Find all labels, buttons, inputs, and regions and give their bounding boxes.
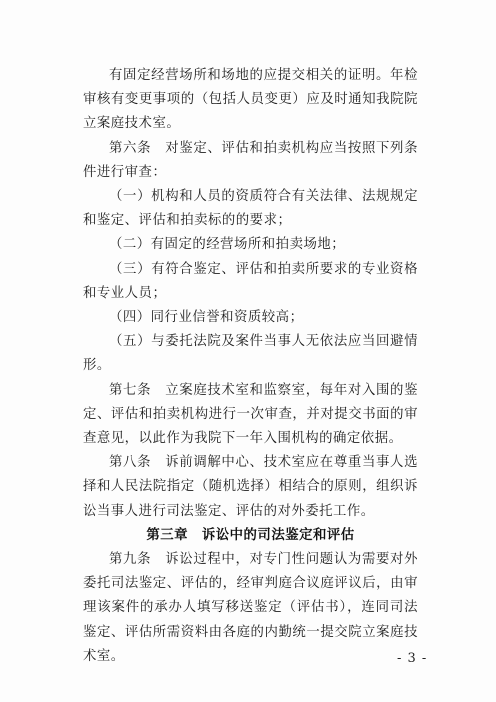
paragraph-article-7: 第七条 立案庭技术室和监察室，每年对入围的鉴定、评估和拍卖机构进行一次审查，并对提交书面的审查意见，以此作为我院下一年入围机构的确定依据。 xyxy=(83,382,418,447)
page-number: - 3 - xyxy=(397,651,428,666)
paragraph-1: 有固定经营场所和场地的应提交相关的证明。年检审核有变更事项的（包括人员变更）应及时通知我院院立案庭技术室。 xyxy=(83,68,418,132)
chapter-heading: 第三章 诉讼中的司法鉴定和评估 xyxy=(146,527,355,543)
paragraph-item-1: （一）机构和人员的资质符合有关法律、法规规定和鉴定、评估和拍卖标的的要求； xyxy=(83,189,418,229)
paragraph-item-5: （五）与委托法院及案件当事人无依法应当回避情形。 xyxy=(83,334,418,374)
paragraph-article-9: 第九条 诉讼过程中，对专门性问题认为需要对外委托司法鉴定、评估的，经审判庭合议庭评议后，由审理该案件的承办人填写移送鉴定（评估书），连同司法鉴定、评估所需资料由各庭的内勤统一提交院立案庭技术室。 xyxy=(83,552,418,664)
paragraph-item-4: （四）同行业信誉和资质较高； xyxy=(109,310,304,326)
paragraph-item-3: （三）有符合鉴定、评估和拍卖所要求的专业资格和专业人员； xyxy=(83,261,418,301)
document-body xyxy=(83,64,418,669)
paragraph-article-6: 第六条 对鉴定、评估和拍卖机构应当按照下列条件进行审查： xyxy=(83,140,418,180)
paragraph-item-2: （二）有固定的经营场所和拍卖场地； xyxy=(109,237,346,253)
paragraph-article-8: 第八条 诉前调解中心、技术室应在尊重当事人选择和人民法院指定（随机选择）相结合的原则，组织诉讼当事人进行司法鉴定、评估的对外委托工作。 xyxy=(83,455,418,519)
